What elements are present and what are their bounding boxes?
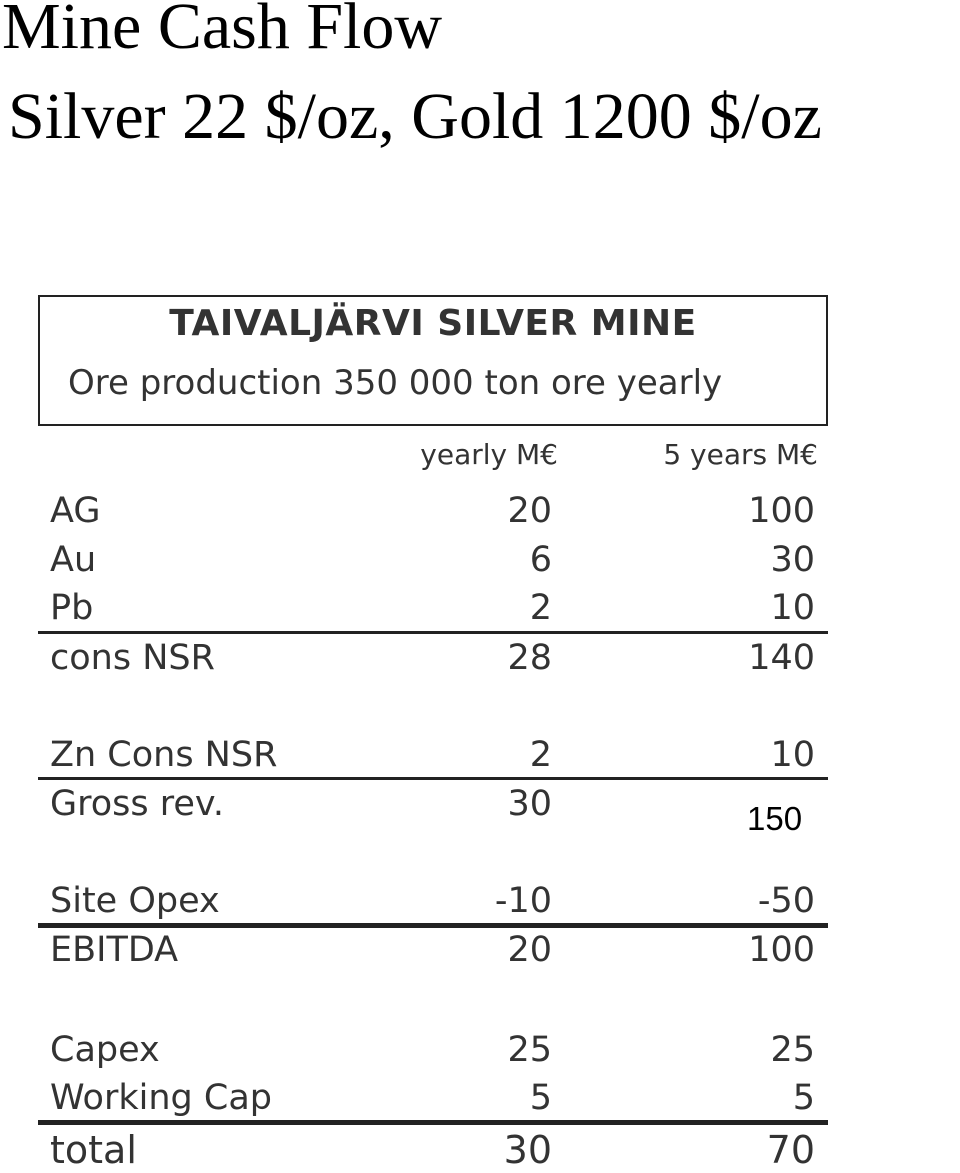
ore-production-note: Ore production 350 000 ton ore yearly [68,363,723,403]
row-yearly-value: 30 [507,784,552,824]
row-label: Zn Cons NSR [50,735,278,775]
row-label: Gross rev. [50,784,225,824]
row-yearly-value: 20 [507,491,552,531]
row-yearly-value: 28 [507,638,552,678]
row-yearly-value: 2 [529,735,552,775]
row-label: cons NSR [50,638,215,678]
row-yearly-value: 30 [503,1128,552,1172]
row-five-year-value: 70 [766,1128,815,1172]
row-five-year-value: 100 [748,930,815,970]
row-five-year-value: 30 [770,540,815,580]
column-header-five-years: 5 years M€ [663,438,818,471]
row-yearly-value: 25 [507,1030,552,1070]
row-yearly-value: 6 [529,540,552,580]
row-divider [38,777,828,780]
row-divider [38,1120,828,1125]
row-label: EBITDA [50,930,179,970]
row-five-year-value: 25 [770,1030,815,1070]
table-row [0,879,960,923]
row-yearly-value: 20 [507,930,552,970]
table-row [0,489,960,533]
table-header-box [38,295,828,426]
row-yearly-value: 5 [529,1078,552,1118]
row-label: Pb [50,588,94,628]
row-label: Capex [50,1030,160,1070]
row-five-year-value: 10 [770,588,815,628]
table-row [0,928,960,972]
table-row [0,782,960,826]
slide-title: Mine Cash Flow [2,0,443,63]
row-label: total [50,1128,137,1172]
mine-name: TAIVALJÄRVI SILVER MINE [169,303,697,344]
row-label: AG [50,491,101,531]
row-yearly-value: 2 [529,588,552,628]
row-label: Working Cap [50,1078,272,1118]
row-divider [38,631,828,634]
gross-rev-five-year-value: 150 [747,800,803,837]
row-five-year-value: 100 [748,491,815,531]
row-yearly-value: -10 [494,881,552,921]
table-row [0,586,960,630]
table-row [0,1128,960,1172]
row-five-year-value: -50 [757,881,815,921]
row-five-year-value: 5 [792,1078,815,1118]
row-five-year-value: 10 [770,735,815,775]
row-label: Site Opex [50,881,220,921]
row-five-year-value: 140 [748,638,815,678]
table-row [0,1028,960,1072]
slide-subtitle: Silver 22 $/oz, Gold 1200 $/oz [8,80,822,153]
column-header-yearly: yearly M€ [420,438,558,471]
table-row [0,1076,960,1120]
table-row [0,538,960,582]
row-label: Au [50,540,97,580]
table-row [0,733,960,777]
table-row [0,636,960,680]
